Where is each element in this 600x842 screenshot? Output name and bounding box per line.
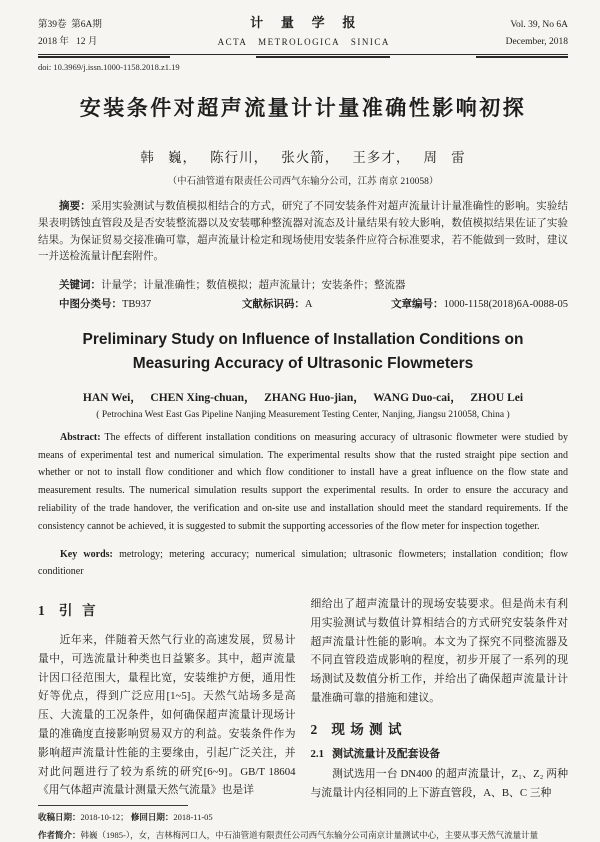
keywords-en-label: Key words: <box>60 548 113 560</box>
left-column <box>38 595 296 824</box>
journal-title-en: ACTA METROLOGICA SINICA <box>217 36 390 47</box>
section-2-1-paragraph: 测试选用一台 DN400 的超声流量计，Z₁、Z₂ 两种与流量计内径相同的上下游直管段，A、B、C 三种 <box>310 767 568 799</box>
keywords-cn-label: 关键词： <box>59 279 101 291</box>
clc-pair <box>59 296 242 311</box>
doc-code-label: 文献标识码： <box>241 298 305 310</box>
bio-label: 作者简介： <box>38 830 81 841</box>
doc-code-value: A <box>304 298 313 310</box>
footer-dates <box>38 810 296 824</box>
keywords-en <box>38 546 568 582</box>
affiliation-en: ( Petrochina West East Gas Pipeline Nanjing Measurement Testing Center, Nanjing, Jiangsu 210058, China ) <box>96 409 510 420</box>
keywords-cn <box>38 277 568 292</box>
authors-en: HAN Wei， CHEN Xing-chuan， ZHANG Huo-jian， WANG Duo-cai， ZHOU Lei <box>82 391 524 404</box>
clc-label: 中图分类号： <box>59 298 122 310</box>
paper-title-en-line1: Preliminary Study on Influence of Installation Conditions on <box>82 330 524 348</box>
paper-title-en <box>38 328 568 376</box>
affiliation-cn: （中石油管道有限责任公司西气东输分公司，江苏 南京 210058） <box>167 177 439 187</box>
volume-en: Vol. 39, No 6A <box>510 20 568 31</box>
header-center-block <box>218 12 390 51</box>
abstract-cn-text: 采用实验测试与数值模拟相结合的方式，研究了不同安装条件对超声流量计计量准确性的影响。实验结果表明锈蚀直管段及是否安装整流器以及安装哪种整流器对流态及计量结果有较大影响，数值模拟结果佐证了实验结果。为保证贸易交接准确可靠，超声流量计检定和现场使用安装条件应符合标准要求，若不能做到一致时，建议一并送检流量计配套附件。 <box>38 201 569 263</box>
journal-header <box>38 12 568 51</box>
bio-text: 韩巍（1985-），女，吉林梅河口人，中石油管道有限责任公司西气东输分公司南京计量测试中心，主要从事天然气流量计量 <box>80 830 539 841</box>
revised-value: 2018-11-05 <box>173 812 213 823</box>
journal-title-cn: 计 量 学 报 <box>250 15 358 30</box>
paper-title-cn: 安装条件对超声流量计计量准确性影响初探 <box>79 96 527 120</box>
revised-label: 修回日期： <box>130 812 174 823</box>
header-left-block <box>38 17 102 50</box>
date-en: December, 2018 <box>505 36 568 47</box>
abstract-en-text: The effects of different installation conditions on measuring accuracy of ultrasonic flowmeter were studied by means of experimental test and numerical simulation. The experimental results show that the rusted straight pipe section and whether or not to install flow conditioner and which flow conditioner to install have a great influence on the flow state and measurement results. The numerical simulation results support the experimental results. In order to ensure the accuracy and reliability of the trade handover, the verification and on-site use and installation should meet the standard requirements. If the consistency cannot be achieved, it is suggested to submit the supporting accessories of the flow meter for inspection together. <box>38 431 568 532</box>
abstract-cn <box>38 199 568 266</box>
right-column <box>311 595 569 824</box>
section-2-1-heading: 2.1 测试流量计及配套设备 <box>310 747 441 760</box>
footer-bio <box>38 828 568 842</box>
article-id-value: 1000-1158(2018)6A-0088-05 <box>443 298 568 310</box>
keywords-en-text: metrology; metering accuracy; numerical simulation; ultrasonic flowmeters; installation condition; flow conditioner <box>38 548 568 578</box>
abstract-cn-label: 摘要： <box>59 201 91 212</box>
abstract-en-label: Abstract: <box>60 431 101 443</box>
footnote-rule <box>38 805 188 806</box>
volume-issue-cn: 第39卷 第6A期 <box>38 20 102 31</box>
header-rule-segments <box>38 56 568 58</box>
abstract-en <box>38 429 568 536</box>
authors-cn: 韩 巍， 陈行川， 张火箭， 王多才， 周 雷 <box>140 150 466 165</box>
header-rule <box>38 54 568 55</box>
section-1-heading: 1 引 言 <box>38 603 97 619</box>
body-columns <box>38 595 568 824</box>
keywords-cn-text: 计量学；计量准确性；数值模拟；超声流量计；安装条件；整流器 <box>101 279 406 291</box>
section-1-paragraph: 近年来，伴随着天然气行业的高速发展，贸易计量中，可选流量计种类也日益繁多。其中，超声流量计因口径范围大，量程比宽，安装维护方便，通用性好等优点，得到广泛应用[1~5]。天然气站场多是高压、大流量的工况条件，如何确保超声流量计现场计量的准确度直接影响贸易双方的利益。安装条件作为影响超声流量计性能的主要缘由，引起广泛关注，并对此问题进行了较为系统的研究[6~9]。GB/T 18604《用气体超声流量计测量天然气流量》也是详 <box>38 634 296 797</box>
doi-line: doi: 10.3969/j.issn.1000-1158.2018.z1.19 <box>38 62 180 72</box>
right-column-paragraph: 细给出了超声流量计的现场安装要求。但是尚未有利用实验测试与数值计算相结合的方式研究安装条件对超声流量计性能的影响。本文为了探究不同整流器及不同直管段造成影响的程度，初步开展了一系列的现场测试及数值分析工作，并给出了确保超声流量计计量准确可靠的措施和建议。 <box>310 598 568 704</box>
meta-line <box>38 296 568 311</box>
paper-title-en-line2: Measuring Accuracy of Ultrasonic Flowmeters <box>132 354 474 372</box>
section-2-heading: 2 现 场 测 试 <box>310 721 403 737</box>
date-cn: 2018 年 12 月 <box>38 36 98 47</box>
received-label: 收稿日期： <box>38 812 81 823</box>
header-right-block <box>506 17 568 50</box>
article-id-pair <box>391 296 568 311</box>
received-value: 2018-10-12； <box>80 812 129 823</box>
article-id-label: 文章编号： <box>391 298 444 310</box>
doc-code-pair <box>242 296 391 311</box>
clc-value: TB937 <box>122 298 152 310</box>
